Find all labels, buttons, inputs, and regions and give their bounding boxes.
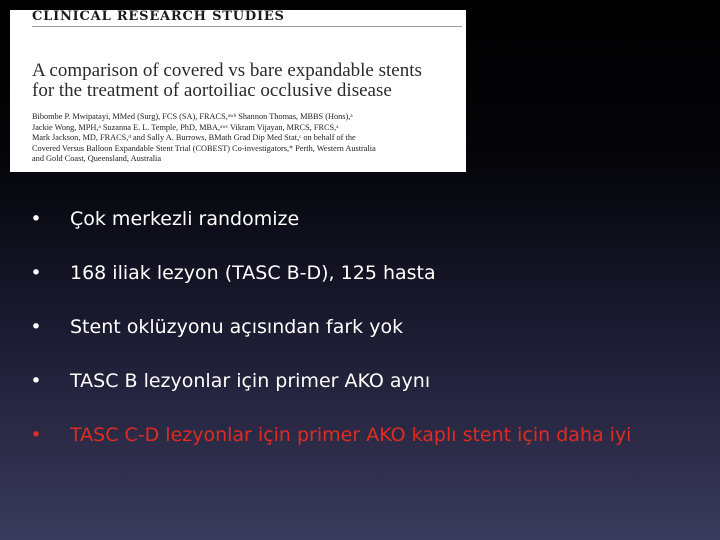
bullet-text: TASC C-D lezyonlar için primer AKO kaplı stent için daha iyi [70,424,632,446]
paper-title [32,61,462,101]
author-line: Covered Versus Balloon Expandable Stent Trial (COBEST) Co-investigators,* Perth, Western Australia [32,143,376,153]
bullet-item [29,192,709,246]
author-line: Bibombe P. Mwipatayi, MMed (Surg), FCS (SA), FRACS,ᵃʷᵇ Shannon Thomas, MBBS (Hons),ᵃ [32,112,353,121]
bullet-marker: • [30,316,42,338]
paper-authors [32,112,464,165]
bullet-item-highlight [29,408,709,462]
paper-title-line: A comparison of covered vs bare expandable stents [32,60,422,81]
bullet-marker: • [30,208,42,230]
bullet-text: TASC B lezyonlar için primer AKO aynı [70,370,431,392]
bullet-marker: • [30,370,42,392]
journal-section-header: CLINICAL RESEARCH STUDIES [32,10,285,24]
author-line: Jackie Wong, MPH,ᵃ Suzanna E. L. Temple, PhD, MBA,ᵃʷᶜ Vikram Vijayan, MRCS, FRCS,ᵃ [32,122,339,132]
bullet-item [29,300,709,354]
bullet-text: 168 iliak lezyon (TASC B-D), 125 hasta [70,262,436,284]
bullet-marker: • [30,424,42,446]
bullet-marker: • [30,262,42,284]
bullet-item [29,246,709,300]
paper-excerpt-image [10,10,466,172]
paper-title-line: for the treatment of aortoiliac occlusive disease [32,80,392,101]
bullet-item [29,354,709,408]
header-divider [32,26,462,27]
bullet-text: Çok merkezli randomize [70,208,300,230]
author-line: and Gold Coast, Queensland, Australia [32,154,162,163]
author-line: Mark Jackson, MD, FRACS,ᵈ and Sally A. Burrows, BMath Grad Dip Med Stat,ᶜ on behalf of the [32,133,356,142]
bullet-text: Stent oklüzyonu açısından fark yok [70,316,404,338]
bullet-list [29,192,709,462]
